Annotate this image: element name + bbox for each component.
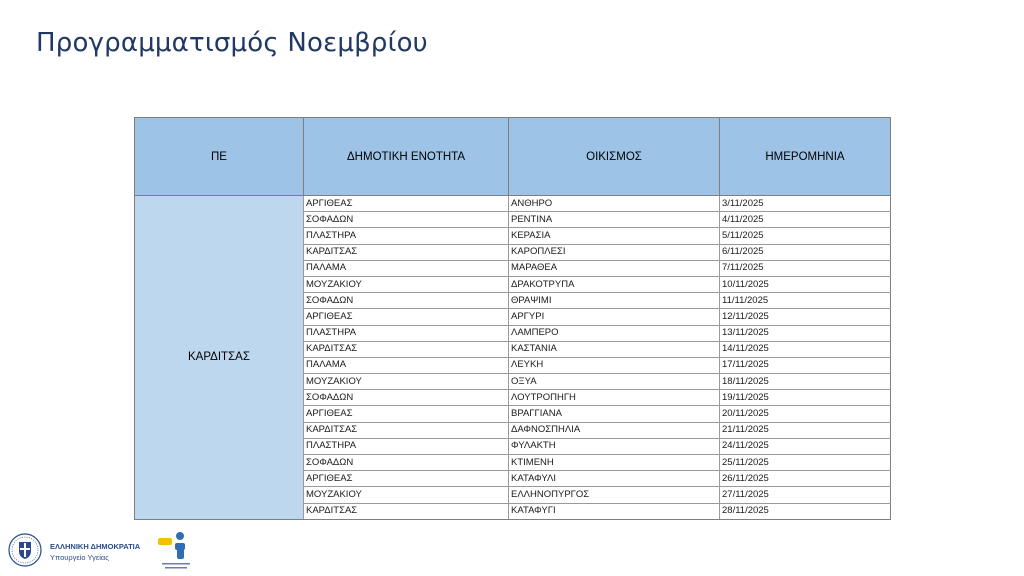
municipal-unit-cell: ΣΟΦΑΔΩΝ <box>304 455 509 471</box>
header-municipal-unit: ΔΗΜΟΤΙΚΗ ΕΝΟΤΗΤΑ <box>304 118 509 196</box>
pe-cell: ΚΑΡΔΙΤΣΑΣ <box>135 196 304 520</box>
settlement-cell: ΔΡΑΚΟΤΡΥΠΑ <box>509 276 720 292</box>
settlement-cell: ΦΥΛΑΚΤΗ <box>509 438 720 454</box>
header-settlement: ΟΙΚΙΣΜΟΣ <box>509 118 720 196</box>
date-cell: 3/11/2025 <box>720 196 891 212</box>
municipal-unit-cell: ΠΛΑΣΤΗΡΑ <box>304 228 509 244</box>
settlement-cell: ΚΤΙΜΕΝΗ <box>509 455 720 471</box>
settlement-cell: ΚΑΣΤΑΝΙΑ <box>509 341 720 357</box>
settlement-cell: ΒΡΑΓΓΙΑΝΑ <box>509 406 720 422</box>
header-date: ΗΜΕΡΟΜΗΝΙΑ <box>720 118 891 196</box>
date-cell: 13/11/2025 <box>720 325 891 341</box>
settlement-cell: ΛΕΥΚΗ <box>509 357 720 373</box>
settlement-cell: ΚΕΡΑΣΙΑ <box>509 228 720 244</box>
date-cell: 28/11/2025 <box>720 503 891 519</box>
header-pe: ΠΕ <box>135 118 304 196</box>
date-cell: 12/11/2025 <box>720 309 891 325</box>
settlement-cell: ΛΑΜΠΕΡΟ <box>509 325 720 341</box>
greek-coat-of-arms-icon <box>8 533 42 567</box>
date-cell: 27/11/2025 <box>720 487 891 503</box>
date-cell: 21/11/2025 <box>720 422 891 438</box>
settlement-cell: ΟΞΥΑ <box>509 374 720 390</box>
municipal-unit-cell: ΜΟΥΖΑΚΙΟΥ <box>304 487 509 503</box>
date-cell: 19/11/2025 <box>720 390 891 406</box>
settlement-cell: ΡΕΝΤΙΝΑ <box>509 212 720 228</box>
page-title: Προγραμματισμός Νοεμβρίου <box>36 28 428 58</box>
date-cell: 26/11/2025 <box>720 471 891 487</box>
header-row <box>135 118 891 196</box>
date-cell: 4/11/2025 <box>720 212 891 228</box>
schedule-table <box>134 117 891 520</box>
municipal-unit-cell: ΣΟΦΑΔΩΝ <box>304 390 509 406</box>
date-cell: 18/11/2025 <box>720 374 891 390</box>
municipal-unit-cell: ΠΛΑΣΤΗΡΑ <box>304 438 509 454</box>
municipal-unit-cell: ΜΟΥΖΑΚΙΟΥ <box>304 374 509 390</box>
municipal-unit-cell: ΣΟΦΑΔΩΝ <box>304 212 509 228</box>
municipal-unit-cell: ΚΑΡΔΙΤΣΑΣ <box>304 244 509 260</box>
municipal-unit-cell: ΚΑΡΔΙΤΣΑΣ <box>304 422 509 438</box>
date-cell: 20/11/2025 <box>720 406 891 422</box>
municipal-unit-cell: ΑΡΓΙΘΕΑΣ <box>304 309 509 325</box>
municipal-unit-cell: ΚΑΡΔΙΤΣΑΣ <box>304 341 509 357</box>
municipal-unit-cell: ΠΑΛΑΜΑ <box>304 260 509 276</box>
settlement-cell: ΛΟΥΤΡΟΠΗΓΗ <box>509 390 720 406</box>
date-cell: 25/11/2025 <box>720 455 891 471</box>
settlement-cell: ΜΑΡΑΘΕΑ <box>509 260 720 276</box>
settlement-cell: ΑΡΓΥΡΙ <box>509 309 720 325</box>
date-cell: 5/11/2025 <box>720 228 891 244</box>
municipal-unit-cell: ΠΛΑΣΤΗΡΑ <box>304 325 509 341</box>
date-cell: 6/11/2025 <box>720 244 891 260</box>
date-cell: 24/11/2025 <box>720 438 891 454</box>
settlement-cell: ΚΑΤΑΦΥΓΙ <box>509 503 720 519</box>
date-cell: 11/11/2025 <box>720 293 891 309</box>
municipal-unit-cell: ΜΟΥΖΑΚΙΟΥ <box>304 276 509 292</box>
settlement-cell: ΚΑΡΟΠΛΕΣΙ <box>509 244 720 260</box>
municipal-unit-cell: ΑΡΓΙΘΕΑΣ <box>304 196 509 212</box>
ministry-name: Υπουργείο Υγείας <box>50 553 109 562</box>
table-row <box>135 196 891 212</box>
municipal-unit-cell: ΑΡΓΙΘΕΑΣ <box>304 471 509 487</box>
settlement-cell: ΕΛΛΗΝΟΠΥΡΓΟΣ <box>509 487 720 503</box>
municipal-unit-cell: ΑΡΓΙΘΕΑΣ <box>304 406 509 422</box>
settlement-cell: ΘΡΑΨΙΜΙ <box>509 293 720 309</box>
health-program-logo-icon <box>156 530 196 572</box>
settlement-cell: ΚΑΤΑΦΥΛΙ <box>509 471 720 487</box>
settlement-cell: ΔΑΦΝΟΣΠΗΛΙΑ <box>509 422 720 438</box>
municipal-unit-cell: ΣΟΦΑΔΩΝ <box>304 293 509 309</box>
date-cell: 10/11/2025 <box>720 276 891 292</box>
date-cell: 17/11/2025 <box>720 357 891 373</box>
municipal-unit-cell: ΚΑΡΔΙΤΣΑΣ <box>304 503 509 519</box>
settlement-cell: ΑΝΘΗΡΟ <box>509 196 720 212</box>
date-cell: 14/11/2025 <box>720 341 891 357</box>
government-name: ΕΛΛΗΝΙΚΗ ΔΗΜΟΚΡΑΤΙΑ <box>50 542 141 551</box>
date-cell: 7/11/2025 <box>720 260 891 276</box>
municipal-unit-cell: ΠΑΛΑΜΑ <box>304 357 509 373</box>
